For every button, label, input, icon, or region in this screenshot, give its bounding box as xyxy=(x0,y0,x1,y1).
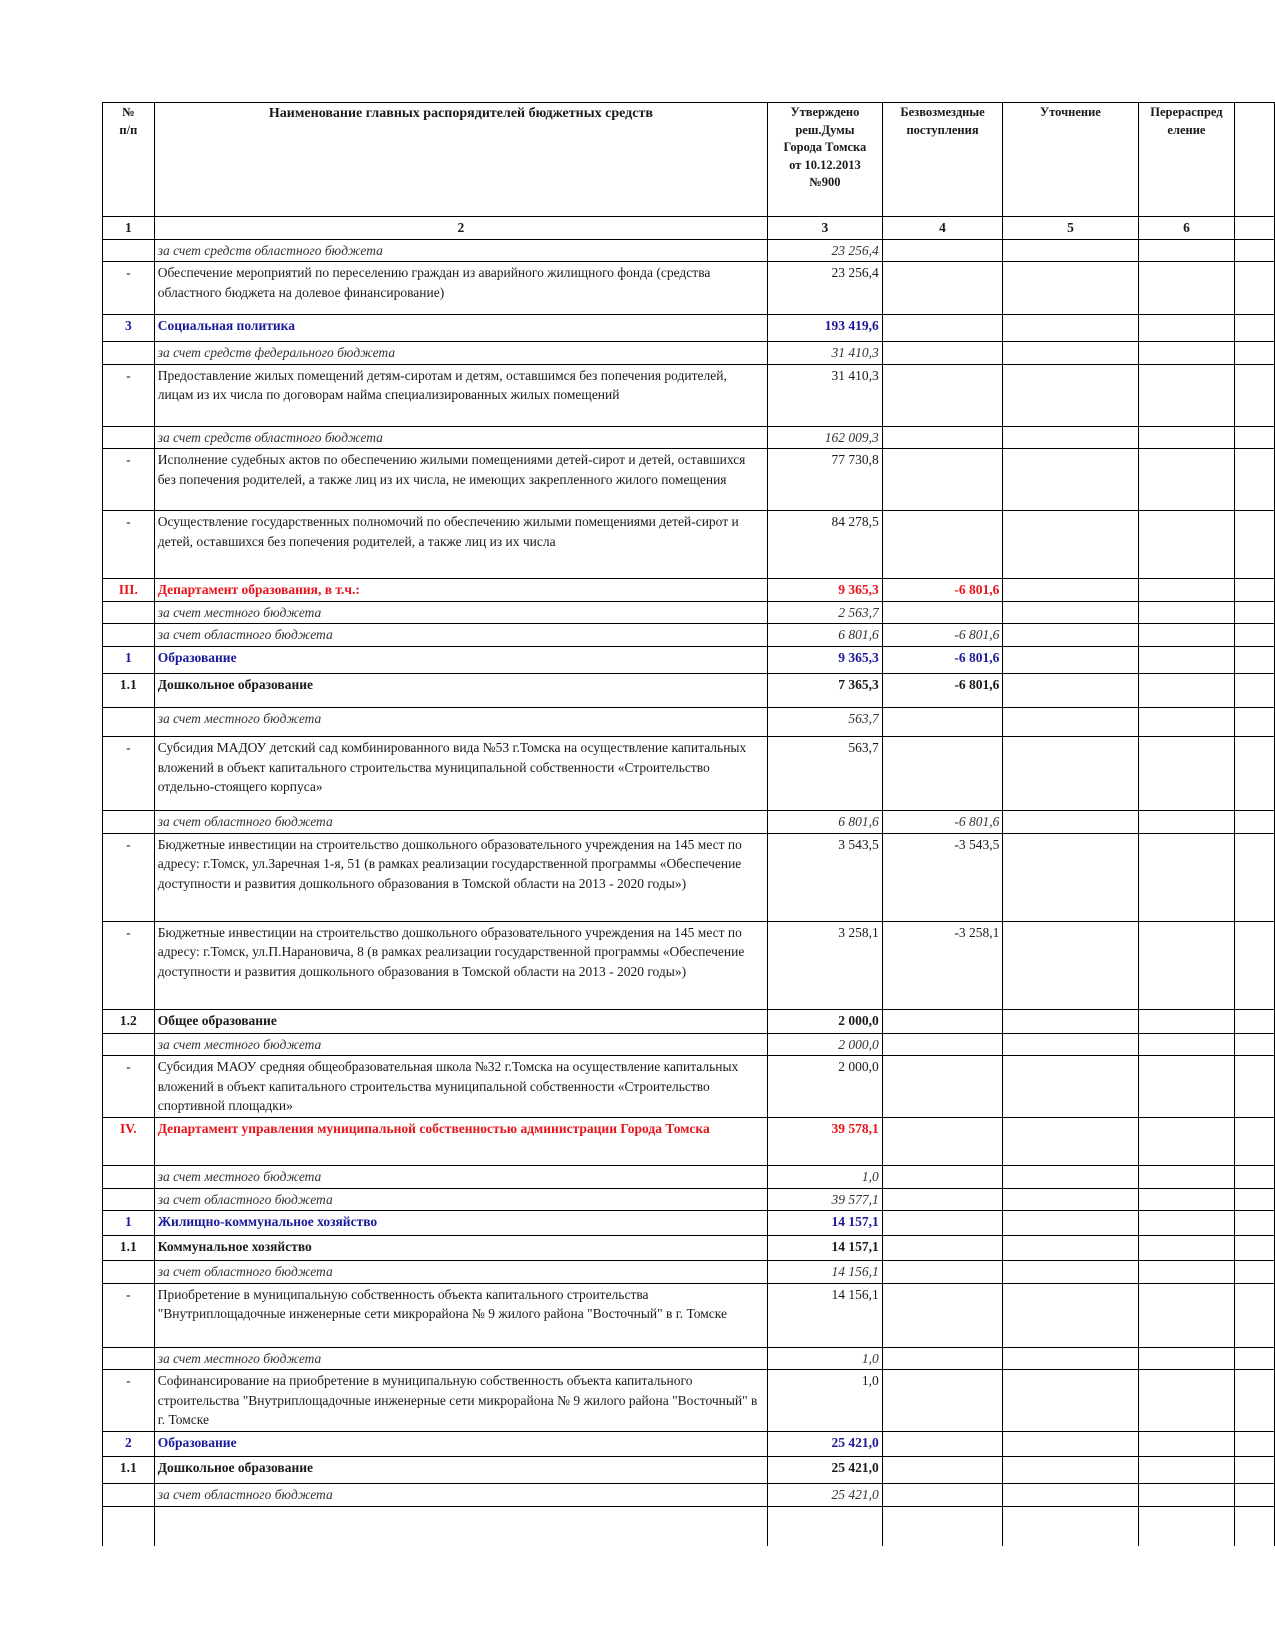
header-grants: Безвозмездные поступления xyxy=(882,103,1003,217)
approved-value: 14 156,1 xyxy=(768,1283,883,1347)
row-name xyxy=(154,1506,767,1546)
column-number: 1 xyxy=(103,217,155,240)
header-redistribution: Перераспред еление xyxy=(1138,103,1235,217)
row-name: Бюджетные инвестиции на строительство дошкольного образовательного учреждения на 145 мест по адресу: г.Томск, ул.П.Нарановича, 8 (в рамках реализации государственной программы «Обеспечение доступности и развития дошкольного образования в Томской области на 2013 - 2020 годы») xyxy=(154,921,767,1009)
clarification-value xyxy=(1003,342,1138,365)
row-name: за счет областного бюджета xyxy=(154,1261,767,1284)
clarification-value xyxy=(1003,646,1138,673)
approved-value: 3 258,1 xyxy=(768,921,883,1009)
row-name: Жилищно-коммунальное хозяйство xyxy=(154,1211,767,1236)
approved-value: 193 419,6 xyxy=(768,315,883,342)
approved-value: 2 000,0 xyxy=(768,1009,883,1033)
row-name: Общее образование xyxy=(154,1009,767,1033)
approved-value: 6 801,6 xyxy=(768,810,883,833)
row-number xyxy=(103,426,155,449)
approved-value: 563,7 xyxy=(768,736,883,810)
approved-value: 2 000,0 xyxy=(768,1033,883,1056)
redistribution-value xyxy=(1138,1211,1235,1236)
table-row xyxy=(103,1506,1275,1546)
row-number: - xyxy=(103,1283,155,1347)
approved-value: 9 365,3 xyxy=(768,579,883,602)
grants-value xyxy=(882,1118,1003,1166)
row-name: за счет областного бюджета xyxy=(154,1188,767,1211)
row-number xyxy=(103,1506,155,1546)
row-name: за счет местного бюджета xyxy=(154,707,767,736)
table-row xyxy=(103,1033,1275,1056)
row-name: за счет средств областного бюджета xyxy=(154,426,767,449)
clarification-value xyxy=(1003,707,1138,736)
column-number: 5 xyxy=(1003,217,1138,240)
row-name: Исполнение судебных актов по обеспечению жилыми помещениями детей-сирот и детей, оставшихся без попечения родителей, а также лиц из их числа, не имеющих закрепленного жилого помещения xyxy=(154,449,767,511)
clarification-value xyxy=(1003,315,1138,342)
redistribution-value xyxy=(1138,1484,1235,1507)
row-name: за счет областного бюджета xyxy=(154,810,767,833)
clarification-value xyxy=(1003,624,1138,647)
row-number xyxy=(103,1033,155,1056)
table-row xyxy=(103,1457,1275,1484)
column-number: 6 xyxy=(1138,217,1235,240)
row-name: за счет местного бюджета xyxy=(154,1033,767,1056)
row-number: 1.1 xyxy=(103,1457,155,1484)
redistribution-value xyxy=(1138,315,1235,342)
approved-value: 25 421,0 xyxy=(768,1484,883,1507)
approved-value: 39 577,1 xyxy=(768,1188,883,1211)
table-row xyxy=(103,810,1275,833)
clarification-value xyxy=(1003,601,1138,624)
redistribution-value xyxy=(1138,342,1235,365)
row-number: 1.2 xyxy=(103,1009,155,1033)
clarification-value xyxy=(1003,364,1138,426)
row-name: Департамент управления муниципальной собственностью администрации Города Томска xyxy=(154,1118,767,1166)
row-number: 1 xyxy=(103,646,155,673)
extra-value xyxy=(1235,426,1275,449)
approved-value: 25 421,0 xyxy=(768,1457,883,1484)
redistribution-value xyxy=(1138,601,1235,624)
row-name: Образование xyxy=(154,1432,767,1457)
grants-value: -3 543,5 xyxy=(882,833,1003,921)
row-number xyxy=(103,810,155,833)
row-number xyxy=(103,1188,155,1211)
row-number xyxy=(103,239,155,262)
extra-value xyxy=(1235,1457,1275,1484)
row-name: Субсидия МАДОУ детский сад комбинированного вида №53 г.Томска на осуществление капитальных вложений в объект капитального строительства муниципальной собственности «Строительство отдельно-стоящего корпуса» xyxy=(154,736,767,810)
extra-value xyxy=(1235,579,1275,602)
redistribution-value xyxy=(1138,1009,1235,1033)
table-row xyxy=(103,707,1275,736)
redistribution-value xyxy=(1138,511,1235,579)
extra-value xyxy=(1235,364,1275,426)
redistribution-value xyxy=(1138,736,1235,810)
row-number xyxy=(103,1261,155,1284)
row-number: - xyxy=(103,736,155,810)
row-name: Предоставление жилых помещений детям-сиротам и детям, оставшимся без попечения родителей, лицам из их числа по договорам найма специализированных жилых помещений xyxy=(154,364,767,426)
row-name: за счет местного бюджета xyxy=(154,601,767,624)
row-number: 1.1 xyxy=(103,1236,155,1261)
clarification-value xyxy=(1003,1484,1138,1507)
redistribution-value xyxy=(1138,364,1235,426)
approved-value xyxy=(768,1506,883,1546)
grants-value: -6 801,6 xyxy=(882,673,1003,707)
extra-value xyxy=(1235,1347,1275,1370)
column-number: 3 xyxy=(768,217,883,240)
clarification-value xyxy=(1003,1283,1138,1347)
row-name: за счет местного бюджета xyxy=(154,1166,767,1189)
extra-value xyxy=(1235,921,1275,1009)
extra-value xyxy=(1235,1261,1275,1284)
extra-value xyxy=(1235,1484,1275,1507)
grants-value xyxy=(882,1261,1003,1284)
table-row xyxy=(103,239,1275,262)
extra-value xyxy=(1235,601,1275,624)
row-number: 1 xyxy=(103,1211,155,1236)
approved-value: 23 256,4 xyxy=(768,239,883,262)
extra-value xyxy=(1235,511,1275,579)
approved-value: 14 157,1 xyxy=(768,1211,883,1236)
row-number xyxy=(103,342,155,365)
redistribution-value xyxy=(1138,1188,1235,1211)
table-row xyxy=(103,262,1275,315)
grants-value xyxy=(882,239,1003,262)
approved-value: 25 421,0 xyxy=(768,1432,883,1457)
header-number: № п/п xyxy=(103,103,155,217)
extra-value xyxy=(1235,1033,1275,1056)
extra-value xyxy=(1235,1283,1275,1347)
grants-value xyxy=(882,1506,1003,1546)
table-row xyxy=(103,449,1275,511)
grants-value xyxy=(882,1457,1003,1484)
approved-value: 7 365,3 xyxy=(768,673,883,707)
row-number xyxy=(103,624,155,647)
extra-value xyxy=(1235,1432,1275,1457)
column-number xyxy=(1235,217,1275,240)
table-row xyxy=(103,1236,1275,1261)
row-number: - xyxy=(103,511,155,579)
clarification-value xyxy=(1003,1166,1138,1189)
approved-value: 6 801,6 xyxy=(768,624,883,647)
redistribution-value xyxy=(1138,449,1235,511)
grants-value: -6 801,6 xyxy=(882,810,1003,833)
table-row xyxy=(103,1056,1275,1118)
table-row xyxy=(103,921,1275,1009)
redistribution-value xyxy=(1138,921,1235,1009)
row-number: - xyxy=(103,364,155,426)
row-number: - xyxy=(103,1056,155,1118)
row-number: - xyxy=(103,833,155,921)
table-row xyxy=(103,1211,1275,1236)
table-row xyxy=(103,646,1275,673)
approved-value: 1,0 xyxy=(768,1347,883,1370)
table-row xyxy=(103,1347,1275,1370)
row-name: Дошкольное образование xyxy=(154,673,767,707)
extra-value xyxy=(1235,239,1275,262)
clarification-value xyxy=(1003,1432,1138,1457)
clarification-value xyxy=(1003,579,1138,602)
redistribution-value xyxy=(1138,239,1235,262)
approved-value: 14 156,1 xyxy=(768,1261,883,1284)
clarification-value xyxy=(1003,1236,1138,1261)
approved-value: 9 365,3 xyxy=(768,646,883,673)
table-row xyxy=(103,1009,1275,1033)
row-number: IV. xyxy=(103,1118,155,1166)
header-row xyxy=(103,103,1275,217)
table-row xyxy=(103,1166,1275,1189)
table-row xyxy=(103,579,1275,602)
table-row xyxy=(103,1432,1275,1457)
row-name: Софинансирование на приобретение в муниципальную собственность объекта капитального строительства "Внутриплощадочные инженерные сети микрорайона № 9 жилого района "Восточный" в г. Томске xyxy=(154,1370,767,1432)
grants-value xyxy=(882,449,1003,511)
extra-value xyxy=(1235,1166,1275,1189)
approved-value: 1,0 xyxy=(768,1370,883,1432)
approved-value: 1,0 xyxy=(768,1166,883,1189)
row-number xyxy=(103,1347,155,1370)
approved-value: 84 278,5 xyxy=(768,511,883,579)
approved-value: 563,7 xyxy=(768,707,883,736)
clarification-value xyxy=(1003,239,1138,262)
clarification-value xyxy=(1003,449,1138,511)
table-row xyxy=(103,736,1275,810)
table-row xyxy=(103,364,1275,426)
redistribution-value xyxy=(1138,624,1235,647)
grants-value: -6 801,6 xyxy=(882,646,1003,673)
redistribution-value xyxy=(1138,1236,1235,1261)
redistribution-value xyxy=(1138,1166,1235,1189)
table-row xyxy=(103,833,1275,921)
redistribution-value xyxy=(1138,262,1235,315)
grants-value xyxy=(882,1166,1003,1189)
row-name: за счет местного бюджета xyxy=(154,1347,767,1370)
extra-value xyxy=(1235,624,1275,647)
redistribution-value xyxy=(1138,1118,1235,1166)
header-extra xyxy=(1235,103,1275,217)
row-name: Бюджетные инвестиции на строительство дошкольного образовательного учреждения на 145 мест по адресу: г.Томск, ул.Заречная 1-я, 51 (в рамках реализации государственной программы «Обеспечение доступности и развития дошкольного образования в Томской области на 2013 - 2020 годы») xyxy=(154,833,767,921)
redistribution-value xyxy=(1138,1506,1235,1546)
redistribution-value xyxy=(1138,646,1235,673)
redistribution-value xyxy=(1138,1347,1235,1370)
approved-value: 23 256,4 xyxy=(768,262,883,315)
clarification-value xyxy=(1003,1370,1138,1432)
approved-value: 162 009,3 xyxy=(768,426,883,449)
table-row xyxy=(103,673,1275,707)
approved-value: 31 410,3 xyxy=(768,364,883,426)
clarification-value xyxy=(1003,736,1138,810)
grants-value xyxy=(882,736,1003,810)
table-row xyxy=(103,1370,1275,1432)
extra-value xyxy=(1235,1506,1275,1546)
grants-value xyxy=(882,1283,1003,1347)
redistribution-value xyxy=(1138,1283,1235,1347)
grants-value xyxy=(882,1033,1003,1056)
row-name: Социальная политика xyxy=(154,315,767,342)
grants-value xyxy=(882,1484,1003,1507)
table-row xyxy=(103,1261,1275,1284)
table-row xyxy=(103,1283,1275,1347)
header-clarification: Уточнение xyxy=(1003,103,1138,217)
table-row xyxy=(103,1484,1275,1507)
extra-value xyxy=(1235,646,1275,673)
row-number xyxy=(103,707,155,736)
clarification-value xyxy=(1003,1506,1138,1546)
grants-value xyxy=(882,426,1003,449)
clarification-value xyxy=(1003,1033,1138,1056)
clarification-value xyxy=(1003,833,1138,921)
row-name: Образование xyxy=(154,646,767,673)
grants-value: -6 801,6 xyxy=(882,624,1003,647)
table-row xyxy=(103,315,1275,342)
extra-value xyxy=(1235,707,1275,736)
extra-value xyxy=(1235,1370,1275,1432)
extra-value xyxy=(1235,810,1275,833)
header-name: Наименование главных распорядителей бюджетных средств xyxy=(154,103,767,217)
row-number: III. xyxy=(103,579,155,602)
row-number: - xyxy=(103,921,155,1009)
approved-value: 31 410,3 xyxy=(768,342,883,365)
table-row xyxy=(103,426,1275,449)
approved-value: 2 563,7 xyxy=(768,601,883,624)
row-name: Приобретение в муниципальную собственность объекта капитального строительства "Внутриплощадочные инженерные сети микрорайона № 9 жилого района "Восточный" в г. Томске xyxy=(154,1283,767,1347)
row-number: - xyxy=(103,1370,155,1432)
redistribution-value xyxy=(1138,1056,1235,1118)
redistribution-value xyxy=(1138,1370,1235,1432)
grants-value xyxy=(882,364,1003,426)
row-name: за счет областного бюджета xyxy=(154,1484,767,1507)
redistribution-value xyxy=(1138,1261,1235,1284)
extra-value xyxy=(1235,736,1275,810)
approved-value: 3 543,5 xyxy=(768,833,883,921)
extra-value xyxy=(1235,1236,1275,1261)
clarification-value xyxy=(1003,1347,1138,1370)
clarification-value xyxy=(1003,1457,1138,1484)
clarification-value xyxy=(1003,921,1138,1009)
clarification-value xyxy=(1003,1118,1138,1166)
row-name: Департамент образования, в т.ч.: xyxy=(154,579,767,602)
grants-value xyxy=(882,511,1003,579)
extra-value xyxy=(1235,833,1275,921)
redistribution-value xyxy=(1138,1033,1235,1056)
approved-value: 2 000,0 xyxy=(768,1056,883,1118)
table-row xyxy=(103,1118,1275,1166)
redistribution-value xyxy=(1138,1457,1235,1484)
grants-value xyxy=(882,1236,1003,1261)
table-row xyxy=(103,601,1275,624)
redistribution-value xyxy=(1138,833,1235,921)
grants-value xyxy=(882,707,1003,736)
redistribution-value xyxy=(1138,707,1235,736)
grants-value: -6 801,6 xyxy=(882,579,1003,602)
row-number: - xyxy=(103,262,155,315)
grants-value xyxy=(882,601,1003,624)
row-number: 2 xyxy=(103,1432,155,1457)
row-name: Коммунальное хозяйство xyxy=(154,1236,767,1261)
row-number xyxy=(103,601,155,624)
row-name: Осуществление государственных полномочий по обеспечению жилыми помещениями детей-сирот и детей, оставшихся без попечения родителей, а также лиц из их числа xyxy=(154,511,767,579)
row-number: 1.1 xyxy=(103,673,155,707)
grants-value xyxy=(882,262,1003,315)
grants-value xyxy=(882,1347,1003,1370)
row-number: 3 xyxy=(103,315,155,342)
clarification-value xyxy=(1003,1056,1138,1118)
column-number: 2 xyxy=(154,217,767,240)
table-body xyxy=(103,239,1275,1546)
table-row xyxy=(103,342,1275,365)
extra-value xyxy=(1235,1211,1275,1236)
redistribution-value xyxy=(1138,1432,1235,1457)
row-number: - xyxy=(103,449,155,511)
extra-value xyxy=(1235,1009,1275,1033)
clarification-value xyxy=(1003,511,1138,579)
extra-value xyxy=(1235,1188,1275,1211)
extra-value xyxy=(1235,673,1275,707)
column-number-row xyxy=(103,217,1275,240)
extra-value xyxy=(1235,262,1275,315)
clarification-value xyxy=(1003,673,1138,707)
header-approved: Утверждено реш.Думы Города Томска от 10.12.2013 №900 xyxy=(768,103,883,217)
redistribution-value xyxy=(1138,673,1235,707)
grants-value xyxy=(882,315,1003,342)
extra-value xyxy=(1235,342,1275,365)
budget-table xyxy=(102,102,1275,1546)
extra-value xyxy=(1235,315,1275,342)
grants-value xyxy=(882,1009,1003,1033)
grants-value: -3 258,1 xyxy=(882,921,1003,1009)
table-row xyxy=(103,624,1275,647)
clarification-value xyxy=(1003,1211,1138,1236)
grants-value xyxy=(882,1370,1003,1432)
row-name: Дошкольное образование xyxy=(154,1457,767,1484)
grants-value xyxy=(882,342,1003,365)
extra-value xyxy=(1235,449,1275,511)
row-name: Обеспечение мероприятий по переселению граждан из аварийного жилищного фонда (средства областного бюджета на долевое финансирование) xyxy=(154,262,767,315)
grants-value xyxy=(882,1056,1003,1118)
row-number xyxy=(103,1166,155,1189)
row-name: Субсидия МАОУ средняя общеобразовательная школа №32 г.Томска на осуществление капитальных вложений в объект капитального строительства муниципальной собственности «Строительство спортивной площадки» xyxy=(154,1056,767,1118)
redistribution-value xyxy=(1138,426,1235,449)
row-name: за счет средств федерального бюджета xyxy=(154,342,767,365)
grants-value xyxy=(882,1211,1003,1236)
extra-value xyxy=(1235,1118,1275,1166)
redistribution-value xyxy=(1138,810,1235,833)
table-row xyxy=(103,1188,1275,1211)
row-number xyxy=(103,1484,155,1507)
clarification-value xyxy=(1003,426,1138,449)
clarification-value xyxy=(1003,1261,1138,1284)
clarification-value xyxy=(1003,810,1138,833)
approved-value: 77 730,8 xyxy=(768,449,883,511)
approved-value: 39 578,1 xyxy=(768,1118,883,1166)
row-name: за счет областного бюджета xyxy=(154,624,767,647)
redistribution-value xyxy=(1138,579,1235,602)
grants-value xyxy=(882,1188,1003,1211)
table-row xyxy=(103,511,1275,579)
column-number: 4 xyxy=(882,217,1003,240)
clarification-value xyxy=(1003,1009,1138,1033)
clarification-value xyxy=(1003,262,1138,315)
row-name: за счет средств областного бюджета xyxy=(154,239,767,262)
extra-value xyxy=(1235,1056,1275,1118)
clarification-value xyxy=(1003,1188,1138,1211)
grants-value xyxy=(882,1432,1003,1457)
approved-value: 14 157,1 xyxy=(768,1236,883,1261)
